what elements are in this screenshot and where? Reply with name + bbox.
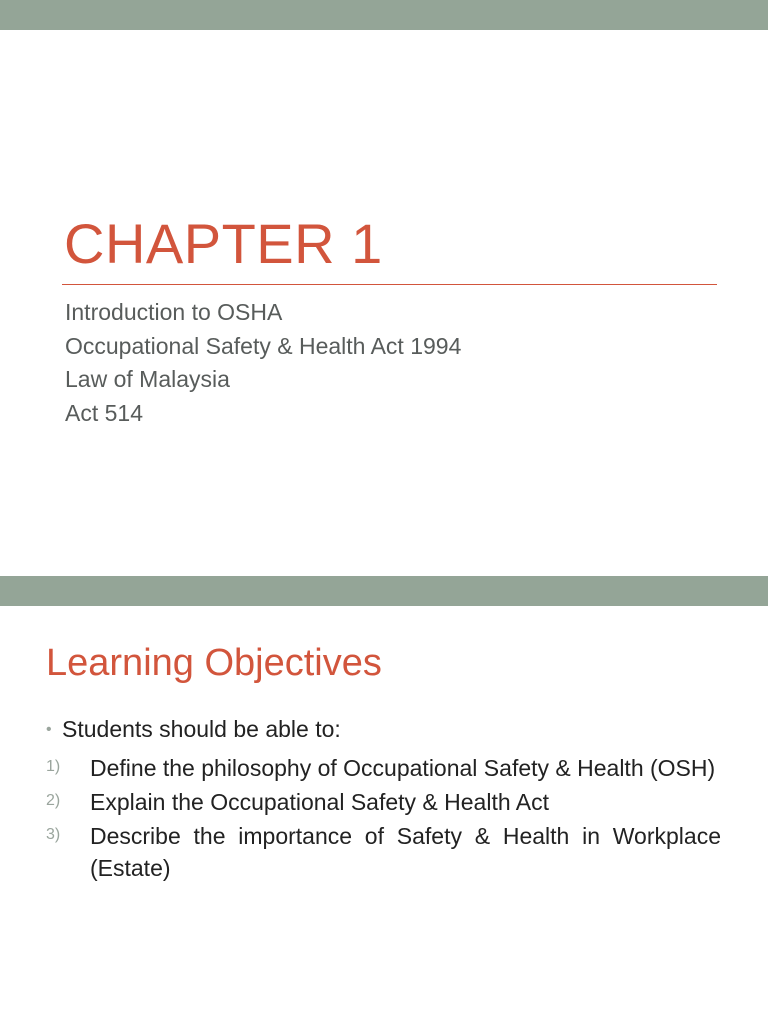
- slide-top-band: [0, 576, 768, 606]
- chapter-title: CHAPTER 1: [64, 212, 383, 275]
- subtitle-line: Act 514: [65, 399, 143, 426]
- objective-item: [46, 786, 721, 818]
- subtitle-line: Introduction to OSHA: [65, 299, 283, 325]
- objective-text: Describe the importance of Safety & Health in Workplace (Estate): [90, 823, 721, 881]
- objective-text: Define the philosophy of Occupational Safety & Health (OSH): [90, 755, 716, 781]
- objective-number: 2): [46, 792, 61, 809]
- chapter-subtitle-list: [65, 296, 461, 430]
- objectives-list: [46, 752, 721, 886]
- intro-text: Students should be able to:: [62, 716, 341, 742]
- title-divider: [62, 284, 717, 285]
- subtitle-line: Law of Malaysia: [65, 366, 230, 392]
- learning-objectives-title: Learning Objectives: [46, 642, 382, 684]
- objectives-intro: [46, 713, 341, 746]
- objective-text: Explain the Occupational Safety & Health Act: [90, 789, 549, 815]
- objective-number: 1): [46, 758, 61, 775]
- subtitle-line: Occupational Safety & Health Act 1994: [65, 332, 462, 359]
- slide-top-band: [0, 0, 768, 30]
- objective-item: [46, 752, 721, 784]
- objective-number: 3): [46, 826, 61, 843]
- objective-item: [46, 820, 721, 884]
- bullet-icon: •: [46, 721, 52, 738]
